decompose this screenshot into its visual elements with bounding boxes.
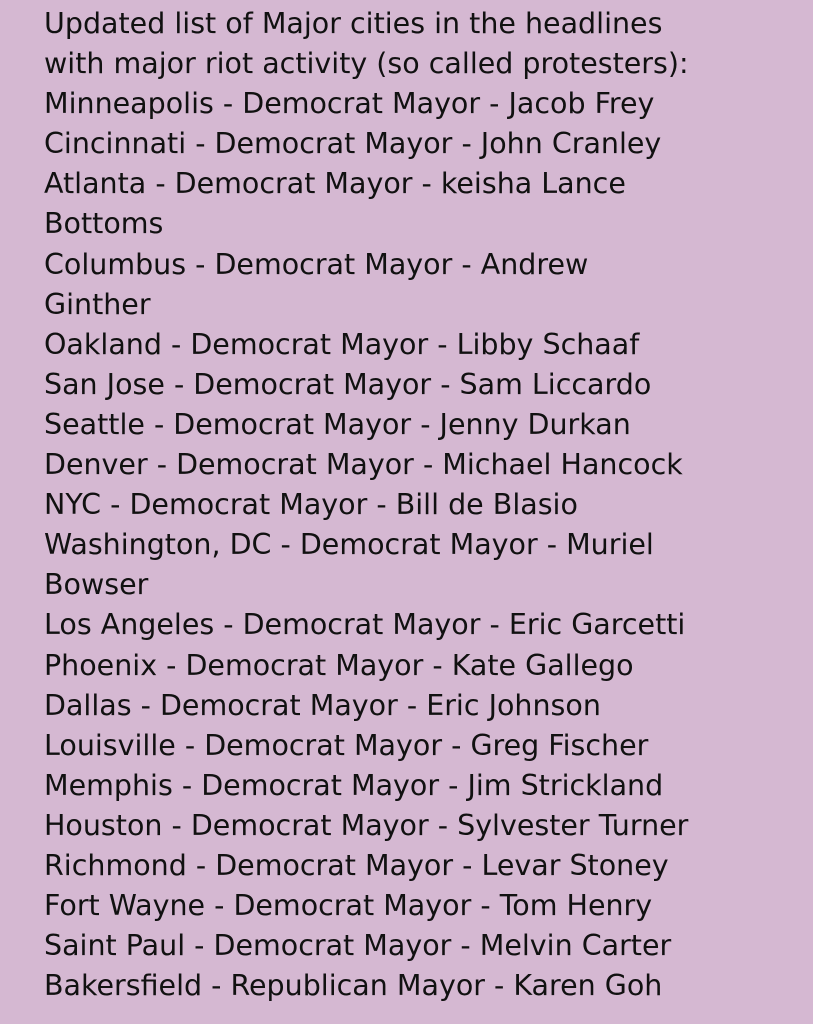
text-line: Memphis - Democrat Mayor - Jim Strickland — [44, 768, 664, 802]
text-line: Louisville - Democrat Mayor - Greg Fischer — [44, 728, 649, 762]
text-line: Columbus - Democrat Mayor - Andrew — [44, 247, 589, 281]
text-line: Bowser — [44, 568, 149, 602]
text-line: Fort Wayne - Democrat Mayor - Tom Henry — [44, 889, 653, 923]
text-line: Dallas - Democrat Mayor - Eric Johnson — [44, 688, 601, 722]
text-line: Oakland - Democrat Mayor - Libby Schaaf — [44, 327, 640, 361]
text-line: Saint Paul - Democrat Mayor - Melvin Carter — [44, 929, 672, 963]
text-line: Atlanta - Democrat Mayor - keisha Lance — [44, 167, 626, 201]
text-line: Minneapolis - Democrat Mayor - Jacob Frey — [44, 87, 655, 121]
text-line: Los Angeles - Democrat Mayor - Eric Garcetti — [44, 608, 686, 642]
text-line: Ginther — [44, 287, 151, 321]
text-line: San Jose - Democrat Mayor - Sam Liccardo — [44, 367, 652, 401]
text-line: Washington, DC - Democrat Mayor - Muriel — [44, 528, 654, 562]
text-line: Bottoms — [44, 207, 164, 241]
text-line: NYC - Democrat Mayor - Bill de Blasio — [44, 488, 578, 522]
text-line: with major riot activity (so called protesters): — [44, 47, 689, 81]
text-line: Richmond - Democrat Mayor - Levar Stoney — [44, 848, 669, 882]
text-line: Bakersfield - Republican Mayor - Karen Goh — [44, 969, 663, 1003]
text-post — [44, 4, 804, 1006]
text-line: Updated list of Major cities in the headlines — [44, 7, 663, 40]
text-line: Denver - Democrat Mayor - Michael Hancock — [44, 448, 683, 482]
text-line: Phoenix - Democrat Mayor - Kate Gallego — [44, 648, 634, 682]
text-line: Seattle - Democrat Mayor - Jenny Durkan — [44, 407, 631, 441]
text-line: Houston - Democrat Mayor - Sylvester Turner — [44, 808, 689, 842]
text-line: Cincinnati - Democrat Mayor - John Cranley — [44, 127, 662, 161]
